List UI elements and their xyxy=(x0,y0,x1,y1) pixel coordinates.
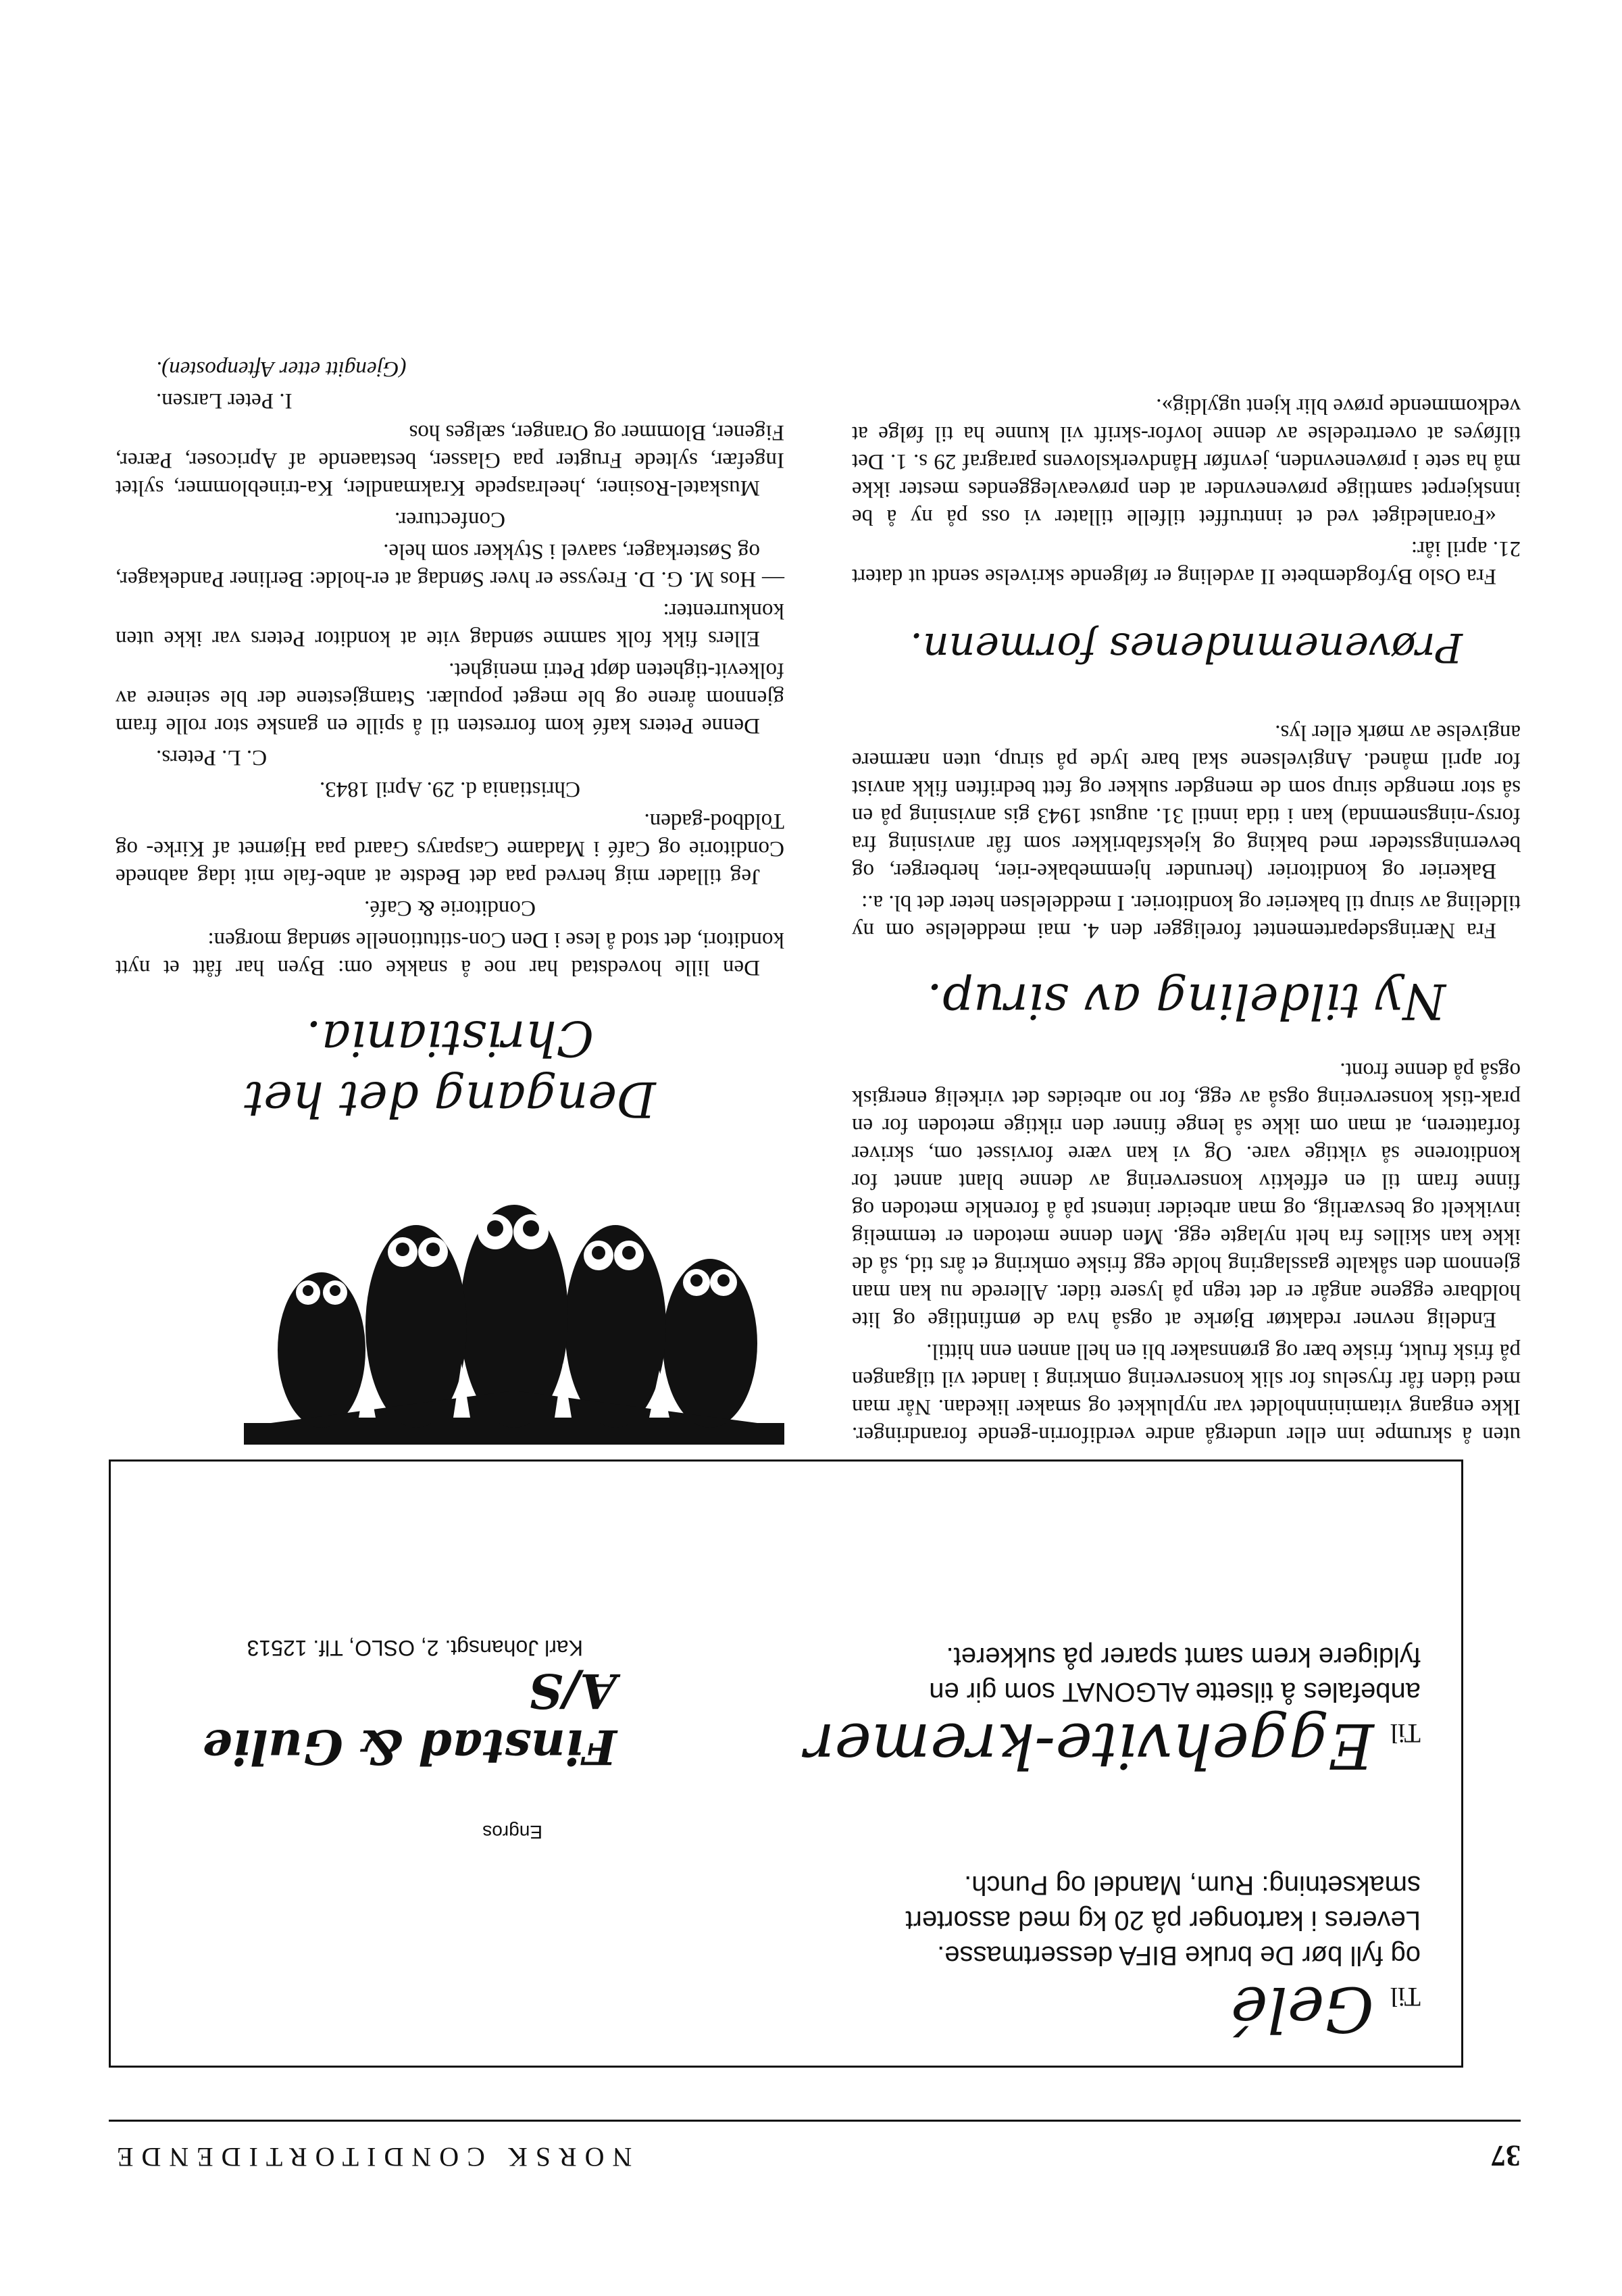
gele-ad xyxy=(678,1868,1421,2045)
advertisement-box xyxy=(109,1459,1463,2068)
right-column xyxy=(116,351,784,1154)
eggehvite-ad xyxy=(678,1639,1421,1782)
article-paragraph: Fra Næringsdepartementet foreligger den 4. mai meddelelse om ny tildeling av sirup til bakerier og konditorier. I meddelelsen heter det bl. a.: xyxy=(852,891,1521,943)
article-paragraph: Den lille hovedstad har noe å snakke om: Byen har fått et nytt konditori, det stod å lese i Den Con-stitutionelle søndag morgen: xyxy=(116,928,784,980)
article-paragraph: Ellers fikk folk samme søndag vite at konditor Peters var ikke uten konkurrenter: xyxy=(116,599,784,651)
confect-title: Confecturer. xyxy=(394,507,506,532)
notice-signature: C. L. Peters. xyxy=(156,745,268,770)
gele-line: og fyll bør De bruke BIFA dessertmasse. xyxy=(937,1941,1421,1970)
engros-label: Engros xyxy=(482,1822,542,1843)
article-paragraph: «Foranlediget ved et inntruffet tilfelle tillater vi oss på ny å be innskjerpet samtlige prøvenevnder at den prøveavleggendes mester ikke må ha sete i prøvenevnden, jevnfør Håndverkslovens paragraf 29 s. 1. Det tilføyes at overtredelse av denne lovfor-skrift vil kunne ha til følge at vedkommende prøve blir kjent ugyldig». xyxy=(852,394,1521,529)
page-number: 37 xyxy=(1491,2139,1521,2172)
confect-signature: I. Peter Larsen. xyxy=(156,389,293,413)
owls-illustration xyxy=(244,1181,784,1445)
article-paragraph: Bakerier og konditorier (herunder hjemmebake-rier, herberger, og beverningssteder med baking og kjeksfabrikker som får anvisning fra forsy-ningsnemnda) kan i tida inntil 31. august 1943 gis anvisning på en så stor mengde sirup som de mengder sukker og fett bedriften fikk anvist for april måned. Angivelsene skal bare lyde på sirup, uten nærmere angivelse av mørk eller lys. xyxy=(852,720,1521,883)
page-header xyxy=(109,2120,1521,2173)
sirup-heading: Ny tildeling av sirup. xyxy=(927,973,1446,1030)
gele-title: Gelé xyxy=(1230,1973,1374,2045)
gele-line: Leveres i kartonger på 20 kg med assortert xyxy=(905,1905,1421,1935)
christiania-heading: Dengang det het Christiania. xyxy=(244,1010,656,1128)
firm-name: Finstad & Gulie A/S xyxy=(202,1663,617,1775)
eggehvite-line: anbefales å tilsette ALGONAT som gir en xyxy=(929,1677,1421,1707)
eggehvite-title: Eggehvite-kremer xyxy=(805,1709,1374,1782)
article-paragraph: Fra Oslo Byfogdembete II avdeling er følgende skrivelse sendt ut datert 21. april iår: xyxy=(852,536,1521,589)
left-column xyxy=(852,388,1521,1448)
notice-title: Conditorie & Café. xyxy=(364,896,536,920)
formen-heading: Prøvenemndenes formenn. xyxy=(910,624,1463,671)
firm-address: Karl Johansgt. 2, OSLO, Tlf. 12513 xyxy=(247,1636,583,1660)
notice-body: Jeg tillader mig herved paa det Bedste at anbe-fale mit idag aabnede Conditorie og Café i Madame Casparys Gaard paa Hjørnet af Kirke- og Toldbod-gaden. xyxy=(116,809,784,889)
notice-date: Christiania d. 29. April 1843. xyxy=(320,777,580,801)
gele-til: Til xyxy=(1390,1982,1421,2012)
confect-body: Muskatel-Rosiner, ,heelraspede Krakmandler, Ka-trineblommer, syltet Ingefær, syltede Frugter paa Glasser, bestaaende af Apricoser, Pærer, Figener, Blommer og Oranger, sælges hos xyxy=(116,420,784,500)
gele-line: smaksetning: Rum, Mandel og Punch. xyxy=(964,1870,1421,1900)
source-note: (Gjengitt etter Aftenposten). xyxy=(156,357,407,381)
article-paragraph: Endelig nevner redaktør Bjørke at også hva de ømfintlige og lite holdbare eggene angår er det tegn på lysere tider. Allerede nu kan man gjennom den såkalte gasslagring holde egg friske omkring et års tid, så de ikke kan skilles fra helt nylagte egg. Men denne metoden er temmelig invikkelt og besværlig, og man arbeider intenst på å forenkle metoden og finne fram til en effektiv konservering av denne blant annet for konditorene så viktige vare. Og vi kan være forvisset om, skriver forfatteren, at man om ikke så lenge finner den riktige metoden for en prak-tisk konservering også av egg, for no arbeides det virkelig energisk også på denne front. xyxy=(852,1058,1521,1332)
eggehvite-til: Til xyxy=(1390,1718,1421,1749)
article-paragraph: uten å skrumpe inn eller undergå andre verdiforrin-gende forandringer. Ikke engang vitamininnholdet var nyplukket og smaker likedan. Når man med tiden får fryselus for slik konservering omkring i landet vil tilgangen på frisk frukt, friske bær og grønnsaker bli en hell annen enn hittil. xyxy=(852,1339,1521,1447)
article-paragraph: Denne Peters kafé kom forresten til å spille en ganske stor rolle fram gjennom årene og ble meget populær. Stamgjestene der ble seinere av folkevit-tigheten døpt Petri menighet. xyxy=(116,658,784,738)
freysse-ad: — Hos M. G. D. Freysse er hver Søndag at er-holde: Berliner Pandekager, og Søsterkager, saavel i Stykker som hele. xyxy=(116,539,784,591)
eggehvite-line: fyldigere krem samt sparer på sukkeret. xyxy=(946,1642,1421,1672)
journal-title: NORSK CONDITORTIDENDE xyxy=(109,2142,632,2172)
